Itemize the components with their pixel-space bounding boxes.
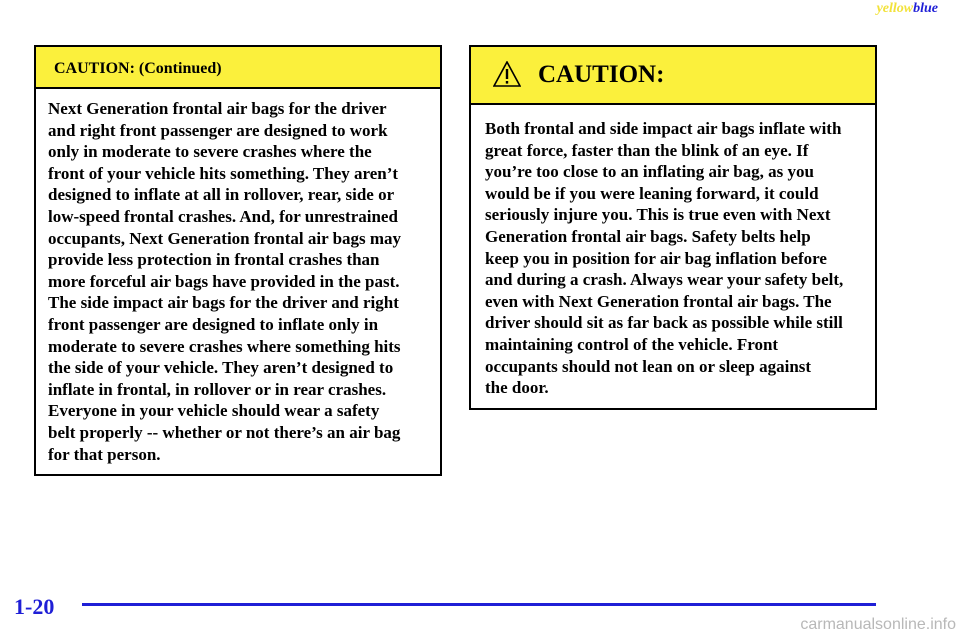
watermark: carmanualsonline.info xyxy=(800,616,956,633)
caution-continued-body xyxy=(36,89,440,465)
text-line: driver should sit as far back as possible while still xyxy=(485,313,843,333)
text-line: belt properly -- whether or not there’s an air bag xyxy=(48,422,401,442)
warning-triangle-icon xyxy=(493,61,521,87)
text-line: and during a crash. Always wear your safety belt, xyxy=(485,270,844,290)
text-line: occupants, Next Generation frontal air bags may xyxy=(48,228,402,248)
text-line: keep you in position for air bag inflation before xyxy=(485,248,827,268)
text-line: more forceful air bags have provided in the past. xyxy=(48,271,400,291)
text-line: for that person. xyxy=(48,444,161,464)
text-line: would be if you were leaning forward, it could xyxy=(485,183,819,203)
text-line: low-speed frontal crashes. And, for unrestrained xyxy=(48,206,398,226)
footer-rule xyxy=(82,603,876,606)
text-line: Next Generation frontal air bags for the driver xyxy=(48,99,387,118)
text-line: provide less protection in frontal crashes than xyxy=(48,250,380,270)
text-line: even with Next Generation frontal air bags. The xyxy=(485,291,832,311)
text-line: front passenger are designed to inflate only in xyxy=(48,314,379,334)
text-line: occupants should not lean on or sleep against xyxy=(485,356,812,376)
caution-continued-title: CAUTION: (Continued) xyxy=(54,60,222,77)
text-line: the door. xyxy=(485,378,549,398)
caution-continued-header xyxy=(36,47,440,89)
text-line: designed to inflate at all in rollover, rear, side or xyxy=(48,185,395,205)
color-key-yellow: yellow xyxy=(876,1,914,16)
text-line: The side impact air bags for the driver and right xyxy=(48,293,399,313)
caution-continued-box xyxy=(34,45,442,476)
text-line: moderate to severe crashes where something hits xyxy=(48,336,401,356)
text-line: you’re too close to an inflating air bag, as you xyxy=(485,162,814,182)
caution-title: CAUTION: xyxy=(538,61,665,88)
text-line: Generation frontal air bags. Safety belts help xyxy=(485,226,811,246)
text-line: maintaining control of the vehicle. Front xyxy=(485,334,779,354)
text-line: Both frontal and side impact air bags inflate with xyxy=(485,119,842,138)
caution-box xyxy=(469,45,877,410)
text-line: great force, faster than the blink of an eye. If xyxy=(485,140,809,160)
text-line: inflate in frontal, in rollover or in rear crashes. xyxy=(48,379,387,399)
color-key-label xyxy=(877,1,938,17)
text-line: the side of your vehicle. They aren’t designed to xyxy=(48,358,394,378)
text-line: and right front passenger are designed to work xyxy=(48,120,388,140)
text-line: Everyone in your vehicle should wear a safety xyxy=(48,401,380,421)
text-line: only in moderate to severe crashes where the xyxy=(48,142,372,162)
text-line: front of your vehicle hits something. They aren’t xyxy=(48,163,399,183)
color-key-blue: blue xyxy=(913,1,938,16)
page-number: 1-20 xyxy=(14,594,55,619)
caution-body xyxy=(471,105,875,399)
text-line: seriously injure you. This is true even with Next xyxy=(485,205,831,225)
caution-header xyxy=(471,47,875,105)
